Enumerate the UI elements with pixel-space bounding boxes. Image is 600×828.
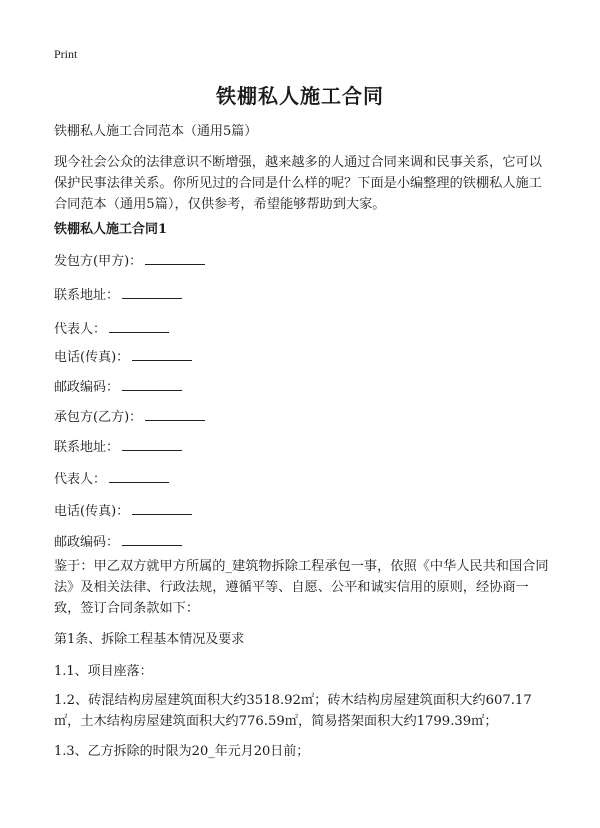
party-b-address-label: 联系地址：: [54, 440, 120, 455]
party-a-phone-blank: [132, 346, 192, 361]
party-a-rep-field: [54, 318, 169, 337]
clause-1-1: 1.1、项目座落：: [54, 664, 153, 679]
party-b-rep-label: 代表人：: [54, 472, 107, 487]
party-a-postcode-label: 邮政编码：: [54, 380, 120, 395]
party-a-address-blank: [122, 284, 182, 299]
party-a-rep-label: 代表人：: [54, 322, 107, 337]
party-b-address-field: [54, 436, 182, 455]
party-a-phone-field: [54, 346, 192, 365]
preamble-paragraph: 鉴于：甲乙双方就甲方所属的_建筑物拆除工程承包一事，依照《中华人民共和国合同法》及相关法律、行政法规，遵循平等、自愿、公平和诚实信用的原则，经协商一致，签订合同条款如下：: [54, 559, 549, 616]
party-b-postcode-field: [54, 531, 182, 550]
intro-paragraph: 现今社会公众的法律意识不断增强，越来越多的人通过合同来调和民事关系，它可以保护民事法律关系。你所见过的合同是什么样的呢？下面是小编整理的铁棚私人施工合同范本（通用5篇），仅供参考，希望能够帮助到大家。: [54, 155, 542, 212]
party-a-blank: [145, 250, 205, 265]
document-subtitle: 铁棚私人施工合同范本（通用5篇）: [54, 124, 258, 139]
party-a-address-field: [54, 284, 182, 303]
party-b-postcode-blank: [122, 531, 182, 546]
party-b-postcode-label: 邮政编码：: [54, 535, 120, 550]
print-label: Print: [54, 47, 78, 61]
party-a-postcode-blank: [122, 376, 182, 391]
party-b-phone-field: [54, 500, 192, 519]
party-b-blank: [145, 406, 205, 421]
party-a-phone-label: 电话(传真)：: [54, 350, 130, 365]
party-a-label: 发包方(甲方)：: [54, 254, 143, 269]
party-a-field: [54, 250, 205, 269]
clause-1-title: 第1条、拆除工程基本情况及要求: [54, 632, 245, 647]
clause-1-3: 1.3、乙方拆除的时限为20_年元月20日前；: [54, 744, 310, 759]
party-a-rep-blank: [109, 318, 169, 333]
party-b-label: 承包方(乙方)：: [54, 410, 143, 425]
party-b-field: [54, 406, 205, 425]
party-b-address-blank: [122, 436, 182, 451]
clause-1-2: 1.2、砖混结构房屋建筑面积大约3518.92㎡；砖木结构房屋建筑面积大约607.17㎡，土木结构房屋建筑面积大约776.59㎡，简易搭架面积大约1799.39㎡；: [54, 693, 532, 729]
party-b-phone-blank: [132, 500, 192, 515]
party-b-rep-field: [54, 468, 169, 487]
party-b-phone-label: 电话(传真)：: [54, 504, 130, 519]
party-b-rep-blank: [109, 468, 169, 483]
section-title: 铁棚私人施工合同1: [54, 222, 168, 237]
document-title: 铁棚私人施工合同: [216, 84, 384, 108]
party-a-address-label: 联系地址：: [54, 288, 120, 303]
party-a-postcode-field: [54, 376, 182, 395]
